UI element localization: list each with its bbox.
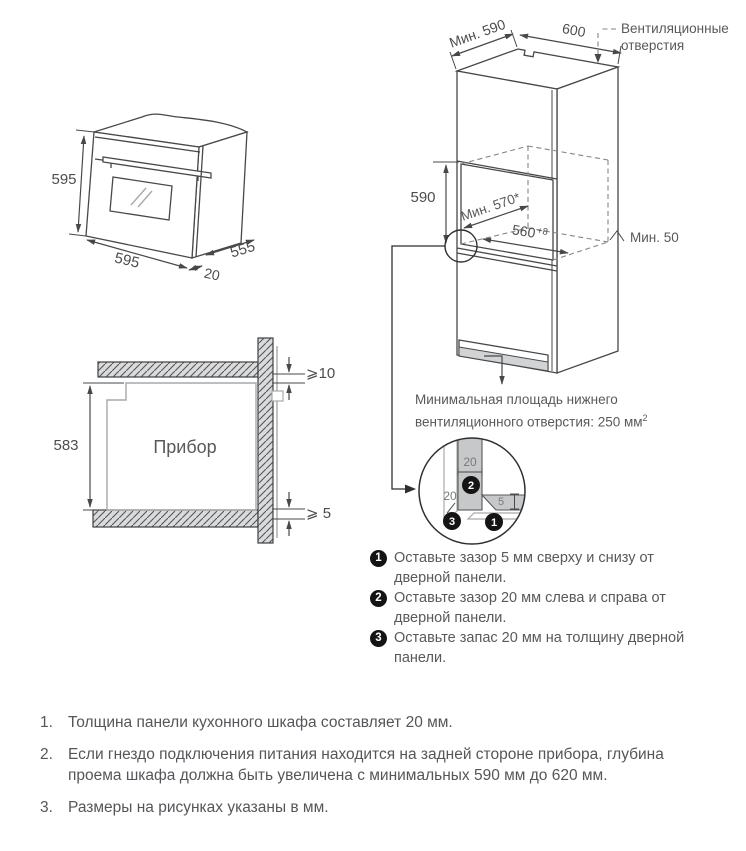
note-item-2: [40, 744, 730, 786]
svg-text:2: 2: [467, 480, 475, 492]
vent-label-line2: отверстия: [621, 38, 685, 53]
cabinet-panel-horizontal: [482, 495, 528, 510]
oven-front-face: [86, 132, 199, 258]
cabinet-depth-label: Мин. 590: [447, 15, 508, 51]
section-top-panel: [98, 362, 258, 377]
detail-top-gap-label: 20: [463, 455, 477, 469]
note-item-3: [40, 797, 730, 818]
bottom-gap-dimension: [272, 492, 331, 536]
legend-text-1: Оставьте зазор 5 мм сверху и снизу от дверной панели.: [394, 550, 654, 586]
legend-marker-1-icon: 1: [370, 550, 387, 567]
vent-area-note: [415, 391, 715, 432]
vent-label-line1: Вентиляционные: [621, 21, 729, 36]
gap-legend: [370, 548, 688, 668]
svg-text:1: 1: [490, 517, 498, 529]
section-front-panel: [258, 338, 273, 543]
vent-area-note-line1: Минимальная площадь нижнего: [415, 392, 618, 407]
device-label: Прибор: [153, 437, 217, 457]
oven-height-label: 595: [51, 171, 77, 188]
legend-text-2: Оставьте зазор 20 мм слева и справа от дверной панели.: [394, 590, 666, 626]
note-text-3: Размеры на рисунках указаны в мм.: [68, 799, 329, 816]
note-text-1: Толщина панели кухонного шкафа составляет 20 мм.: [68, 714, 453, 731]
detail-marker-3: [443, 512, 461, 530]
cabinet-width-label: 600: [560, 20, 587, 41]
oven-door-thickness-dimension: [189, 265, 222, 284]
detail-figure: [419, 437, 528, 544]
oven-figure: [51, 114, 257, 284]
detail-marker-2: [462, 476, 480, 494]
cabinet-panel-vertical: [458, 437, 482, 510]
section-height-dimension: [53, 383, 124, 510]
vent-area-superscript: 2: [642, 413, 648, 423]
section-door-detail: [272, 391, 283, 401]
door-panel-edge-vertical: [444, 437, 457, 524]
note-number-1: 1.: [40, 714, 53, 731]
detail-door-gap-label: 5: [497, 496, 505, 508]
cabinet-side-face: [557, 67, 618, 373]
note-text-2: Если гнездо подключения питания находится на задней стороне прибора, глубина проема шкафа должна быть увеличена с минимальных 590 мм до 620 мм.: [68, 746, 664, 784]
vent-holes-callout: [595, 21, 729, 63]
legend-text-3: Оставьте запас 20 мм на толщину дверной панели.: [394, 630, 685, 666]
oven-width-label: 595: [112, 249, 142, 272]
oven-depth-label: 555: [228, 237, 258, 262]
detail-side-gap-label: 20: [443, 489, 457, 503]
niche-height-label: 590: [410, 189, 436, 206]
oven-door-thickness-label: 20: [202, 264, 222, 284]
note-number-3: 3.: [40, 799, 53, 816]
note-number-2: 2.: [40, 746, 53, 763]
niche-width-superscript: +8: [536, 225, 549, 238]
section-figure: [53, 338, 335, 543]
legend-item-2: [370, 588, 688, 628]
notes-list: [40, 712, 730, 829]
top-gap-label: ⩾10: [306, 365, 336, 382]
legend-item-1: [370, 548, 688, 588]
svg-text:3: 3: [448, 516, 456, 528]
bottom-gap-label: ⩾ 5: [306, 505, 332, 522]
legend-marker-2-icon: 2: [370, 590, 387, 607]
niche-depth-label: Мин. 570*: [459, 189, 523, 224]
section-height-label: 583: [53, 437, 79, 454]
section-bottom-panel: [93, 510, 258, 527]
legend-item-3: [370, 628, 688, 668]
vent-area-note-line2: вентиляционного отверстия: 250 $мм^2$: [415, 413, 648, 430]
detail-marker-1: [485, 513, 503, 531]
niche-width-label: 560: [510, 221, 537, 241]
back-gap-label: Мин. 50: [630, 230, 679, 245]
note-item-1: [40, 712, 730, 733]
back-gap-dimension: [610, 230, 679, 245]
legend-marker-3-icon: 3: [370, 630, 387, 647]
